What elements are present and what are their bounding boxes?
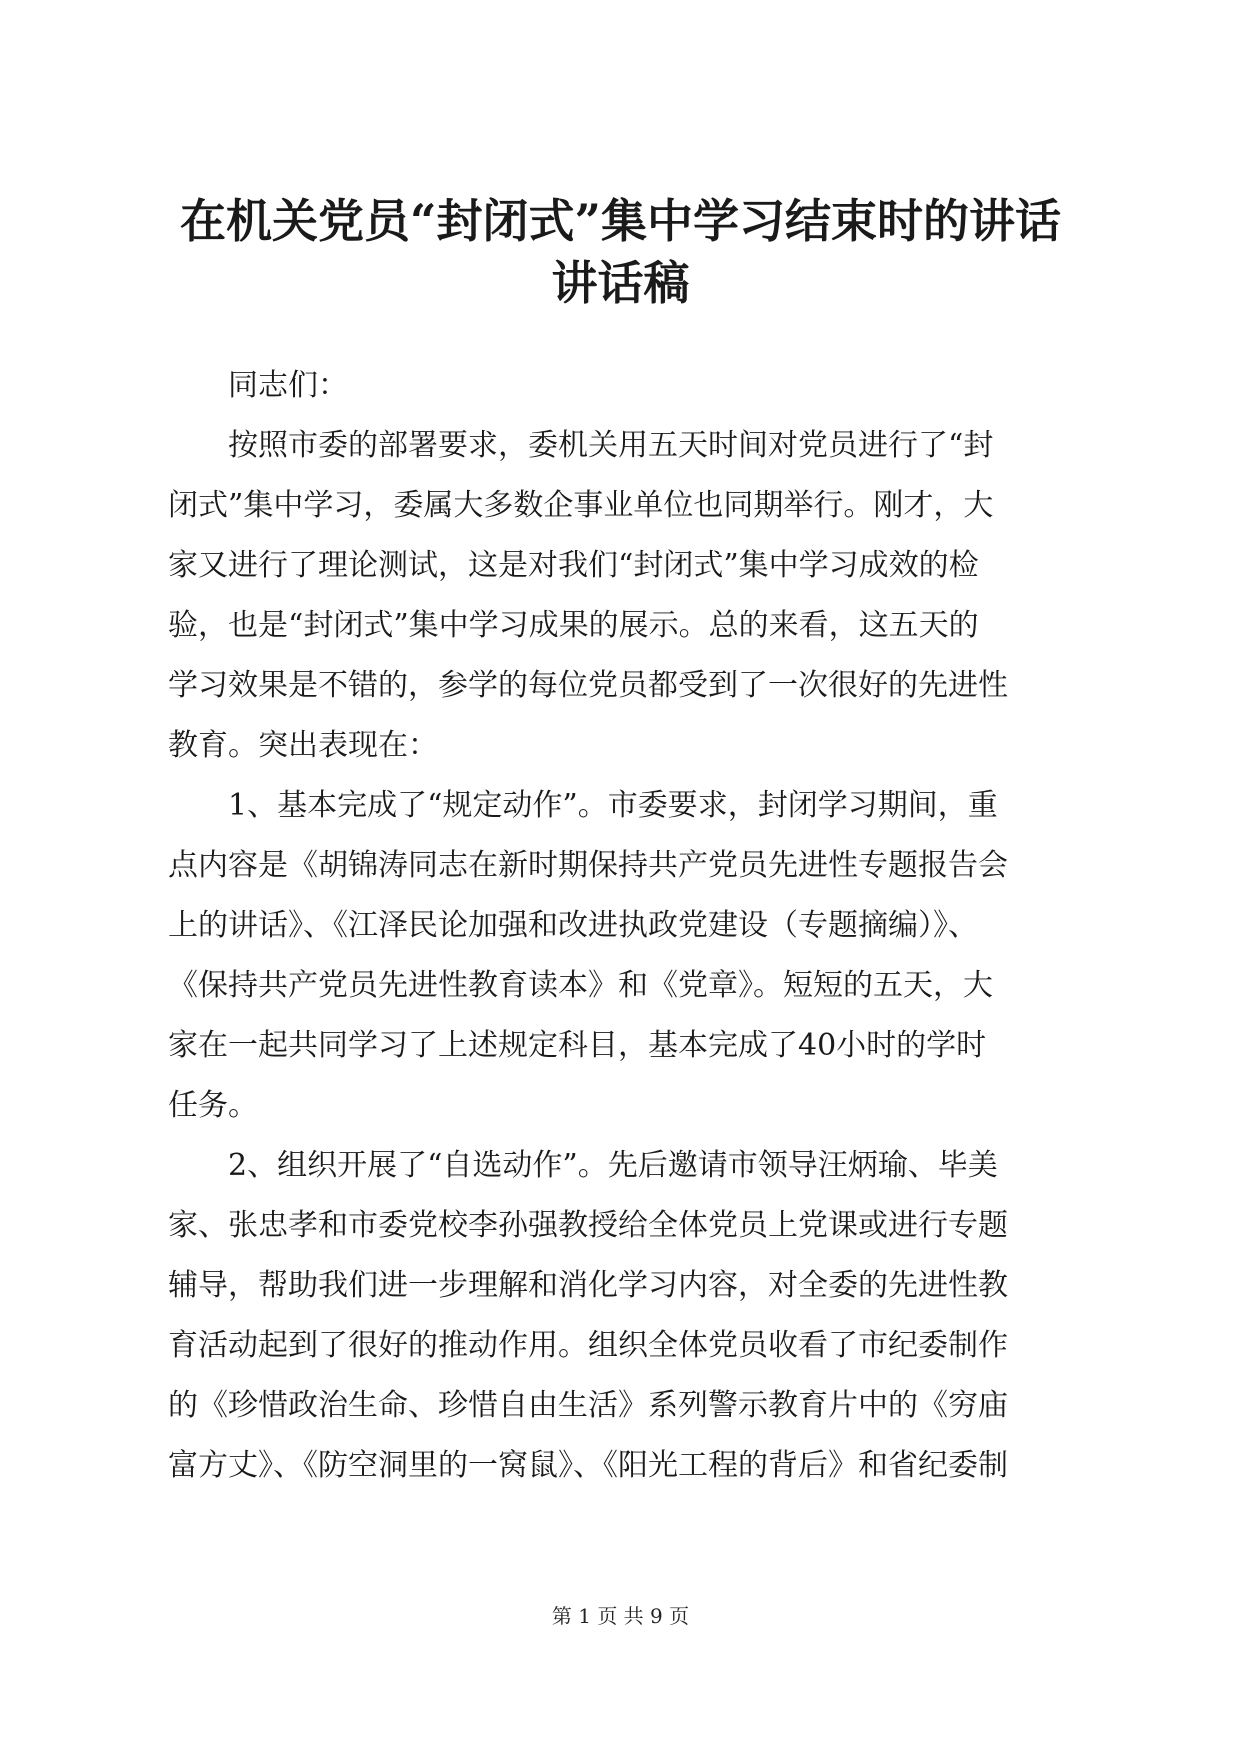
- title-line-1: 在机关党员“封闭式”集中学习结束时的讲话: [180, 194, 1061, 248]
- paragraph-intro: [168, 416, 1088, 776]
- text-line: 验，也是“封闭式”集中学习成果的展示。总的来看，这五天的: [168, 608, 979, 643]
- text-line: 辅导，帮助我们进一步理解和消化学习内容，对全委的先进性教: [168, 1268, 1008, 1303]
- text-line: 的《珍惜政治生命、珍惜自由生活》系列警示教育片中的《穷庙: [168, 1388, 1008, 1423]
- text-line: 教育。突出表现在：: [168, 728, 438, 763]
- text-line: 按照市委的部署要求，委机关用五天时间对党员进行了“封: [228, 428, 994, 463]
- text-line: 点内容是《胡锦涛同志在新时期保持共产党员先进性专题报告会: [168, 848, 1008, 883]
- text-line: 上的讲话》、《江泽民论加强和改进执政党建设（专题摘编）》、: [168, 908, 978, 943]
- document-title: [150, 190, 1091, 314]
- paragraph-salutation: [168, 356, 1088, 416]
- text-line: 任务。: [168, 1088, 258, 1123]
- text-line: 学习效果是不错的，参学的每位党员都受到了一次很好的先进性: [168, 668, 1008, 703]
- text-line: 同志们：: [228, 368, 348, 403]
- text-line: 家又进行了理论测试，这是对我们“封闭式”集中学习成效的检: [168, 548, 979, 583]
- text-line: 1、基本完成了“规定动作”。市委要求，封闭学习期间，重: [228, 788, 998, 823]
- text-line: 《保持共产党员先进性教育读本》和《党章》。短短的五天，大: [168, 968, 993, 1003]
- page-number-footer: 第 1 页 共 9 页: [551, 1604, 690, 1628]
- text-line: 富方丈》、《防空洞里的一窝鼠》、《阳光工程的背后》和省纪委制: [168, 1448, 1008, 1483]
- text-line: 育活动起到了很好的推动作用。组织全体党员收看了市纪委制作: [168, 1328, 1008, 1363]
- paragraph-point-1: [168, 776, 1088, 1136]
- title-line-2: 讲话稿: [551, 256, 690, 310]
- text-line: 2、组织开展了“自选动作”。先后邀请市领导汪炳瑜、毕美: [228, 1148, 998, 1183]
- text-line: 家在一起共同学习了上述规定科目，基本完成了40小时的学时: [168, 1028, 987, 1063]
- paragraph-point-2: [168, 1136, 1088, 1496]
- text-line: 家、张忠孝和市委党校李孙强教授给全体党员上党课或进行专题: [168, 1208, 1008, 1243]
- text-line: 闭式”集中学习，委属大多数企事业单位也同期举行。刚才，大: [168, 488, 994, 523]
- document-body: [168, 356, 1088, 1496]
